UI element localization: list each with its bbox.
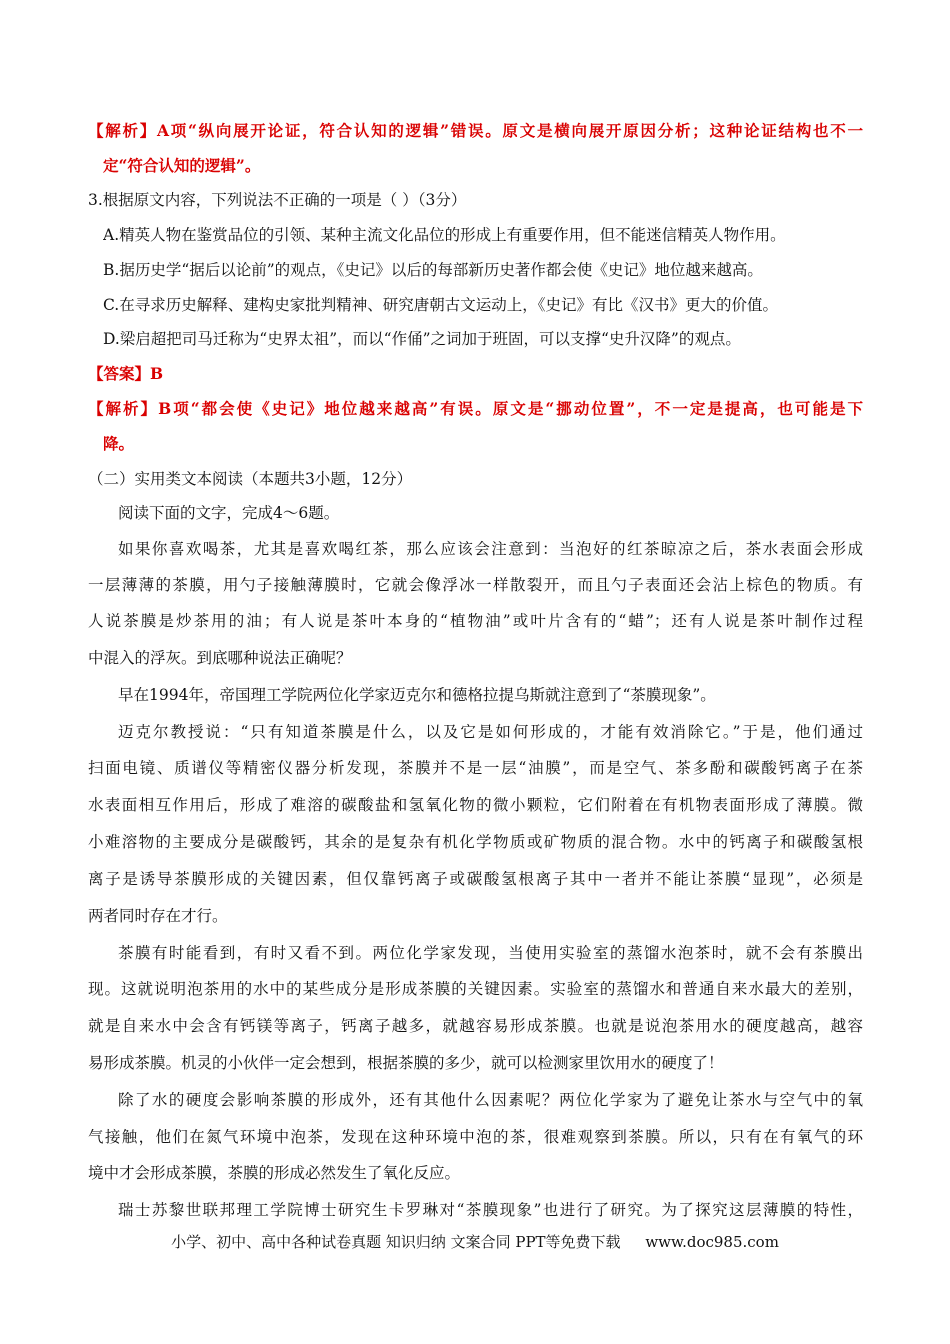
passage-line: 离子是诱导茶膜形成的关键因素，但仅靠钙离子或碳酸氢根离子其中一者并不能让茶膜“显现”，必须是 <box>88 870 863 888</box>
passage-line: 茶膜有时能看到，有时又看不到。两位化学家发现，当使用实验室的蒸馏水泡茶时，就不会有茶膜出 <box>118 944 863 962</box>
analysis-tag: 【解析】 <box>88 399 159 418</box>
passage-line: 一层薄薄的茶膜，用勺子接触薄膜时，它就会像浮冰一样散裂开，而且勺子表面还会沾上棕色的物质。有 <box>88 576 863 594</box>
analysis-text: B项“都会使《史记》地位越来越高”有误。原文是“挪动位置”，不一定是提高，也可能是下 <box>158 399 863 418</box>
passage-line: 气接触，他们在氮气环境中泡茶，发现在这种环境中泡的茶，很难观察到茶膜。所以，只有在有氧气的环 <box>88 1128 863 1146</box>
passage-line: 现。这就说明泡茶用的水中的某些成分是形成茶膜的关键因素。实验室的蒸馏水和普通自来水最大的差别， <box>88 980 863 998</box>
answer-tag: 【答案】 <box>88 364 151 383</box>
footer-text: 小学、初中、高中各种试卷真题 知识归纳 文案合同 PPT等免费下载 <box>171 1233 621 1251</box>
passage-line: 就是自来水中会含有钙镁等离子，钙离子越多，就越容易形成茶膜。也就是说泡茶用水的硬度越高，越容 <box>88 1017 863 1035</box>
answer-value: B <box>150 364 164 383</box>
analysis-text: A项“纵向展开论证，符合认知的逻辑”错误。原文是横向展开原因分析；这种论证结构也不一 <box>157 121 863 140</box>
analysis-line <box>88 121 863 141</box>
passage-line: 境中才会形成茶膜，茶膜的形成必然发生了氧化反应。 <box>88 1164 461 1182</box>
passage-line: 两者同时存在才行。 <box>88 907 228 925</box>
option-c: C.在寻求历史解释、建构史家批判精神、研究唐朝古文运动上，《史记》有比《汉书》更大的价值。 <box>103 296 778 314</box>
passage-line: 早在1994年，帝国理工学院两位化学家迈克尔和德格拉提乌斯就注意到了“茶膜现象”。 <box>118 686 716 704</box>
passage-line: 水表面相互作用后，形成了难溶的碳酸盐和氢氧化物的微小颗粒，它们附着在有机物表面形成了薄膜。微 <box>88 796 863 814</box>
page-footer <box>0 1231 950 1252</box>
answer-line <box>88 364 863 384</box>
passage-line: 易形成茶膜。机灵的小伙伴一定会想到，根据茶膜的多少，就可以检测家里饮用水的硬度了！ <box>88 1054 724 1072</box>
analysis-line: 降。 <box>103 434 135 453</box>
passage-line: 除了水的硬度会影响茶膜的形成外，还有其他什么因素呢？两位化学家为了避免让茶水与空气中的氧 <box>118 1091 863 1109</box>
footer-url[interactable]: www.doc985.com <box>645 1233 779 1251</box>
section-instruction: 阅读下面的文字，完成4～6题。 <box>118 504 340 522</box>
analysis-tag: 【解析】 <box>88 121 157 140</box>
passage-line: 中混入的浮灰。到底哪种说法正确呢？ <box>88 649 352 667</box>
passage-line: 迈克尔教授说：“只有知道茶膜是什么，以及它是如何形成的，才能有效消除它。”于是，他们通过 <box>118 723 863 741</box>
passage-line: 扫面电镜、质谱仪等精密仪器分析发现，茶膜并不是一层“油膜”，而是空气、茶多酚和碳酸钙离子在茶 <box>88 759 863 777</box>
passage-line: 小难溶物的主要成分是碳酸钙，其余的是复杂有机化学物质或矿物质的混合物。水中的钙离子和碳酸氢根 <box>88 833 863 851</box>
passage-line: 如果你喜欢喝茶，尤其是喜欢喝红茶，那么应该会注意到：当泡好的红茶晾凉之后，茶水表面会形成 <box>118 540 863 558</box>
analysis-line <box>88 399 863 419</box>
question-stem: 3.根据原文内容，下列说法不正确的一项是（ ）（3分） <box>88 191 467 209</box>
option-d: D.梁启超把司马迁称为“史界太祖”，而以“作俑”之词加于班固，可以支撑“史升汉降”的观点。 <box>103 330 741 348</box>
analysis-line: 定“符合认知的逻辑”。 <box>103 156 261 175</box>
passage-line: 瑞士苏黎世联邦理工学院博士研究生卡罗琳对“茶膜现象”也进行了研究。为了探究这层薄膜的特性， <box>118 1201 863 1219</box>
option-a: A.精英人物在鉴赏品位的引领、某种主流文化品位的形成上有重要作用，但不能迷信精英人物作用。 <box>103 226 786 244</box>
passage-line: 人说茶膜是炒茶用的油；有人说是茶叶本身的“植物油”或叶片含有的“蜡”；还有人说是茶叶制作过程 <box>88 612 863 630</box>
section-heading: （二）实用类文本阅读（本题共3小题，12分） <box>88 470 413 488</box>
option-b: B.据历史学“据后以论前”的观点，《史记》以后的每部新历史著作都会使《史记》地位越来越高。 <box>103 261 763 279</box>
